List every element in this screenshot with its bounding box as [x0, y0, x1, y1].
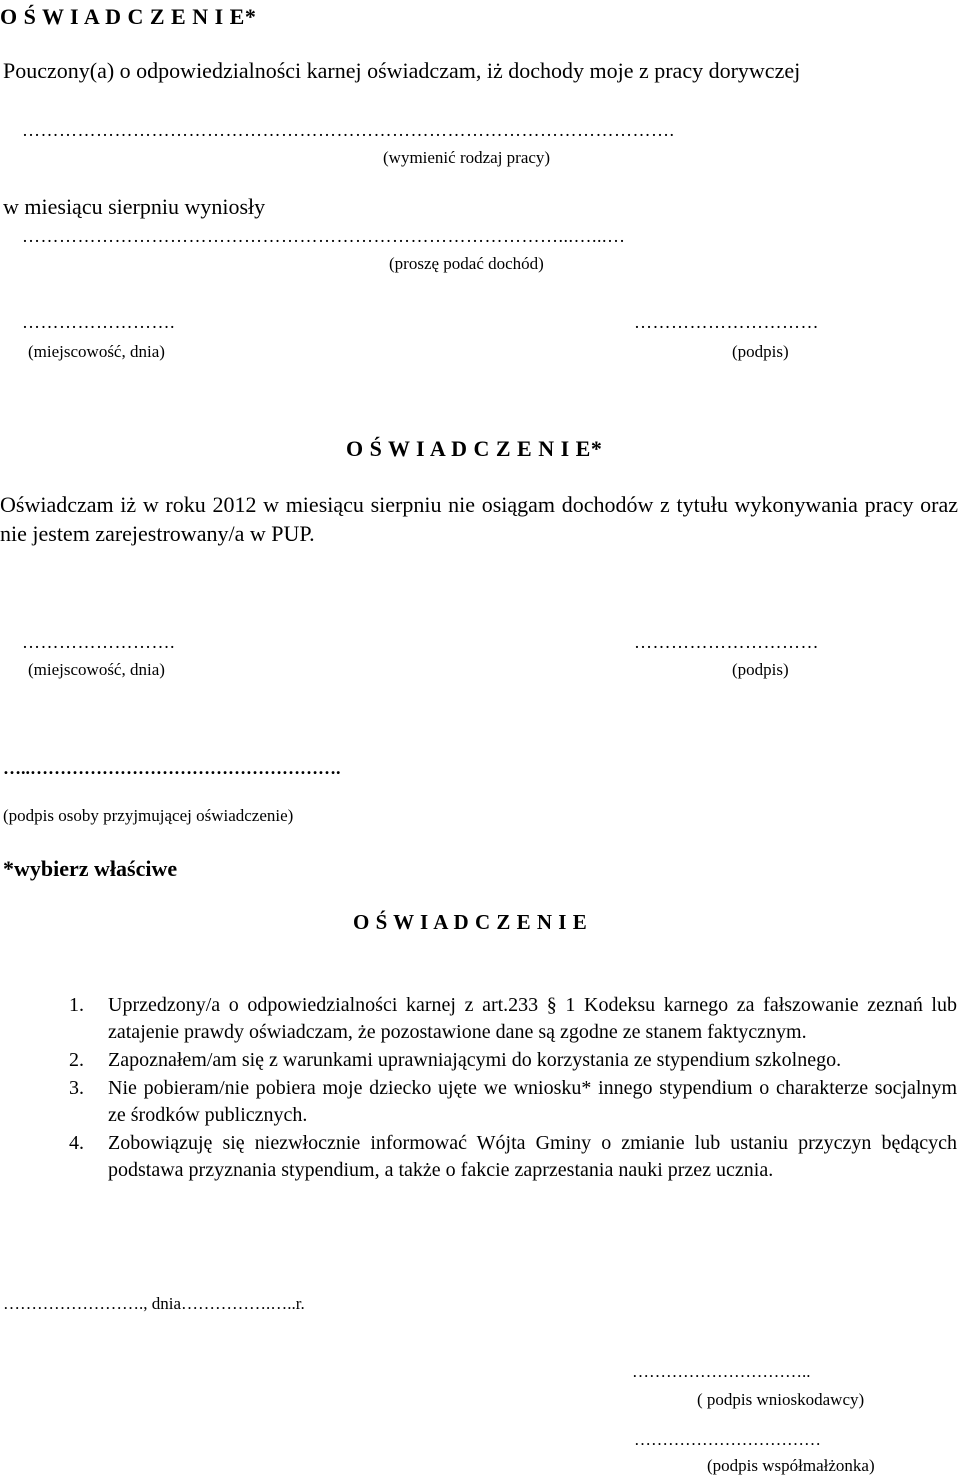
section1-place-caption: (miejscowość, dnia) [28, 342, 165, 361]
list-item-text: Zobowiązuję się niezwłocznie informować Wójta Gminy o zmianie lub ustaniu przyczyn będących podstawa przyznania stypendium, a także o fakcie zaprzestania nauki przez ucznia. [108, 1132, 957, 1181]
spouse-signature-dots: …………………………… [634, 1430, 821, 1449]
applicant-signature-caption: ( podpis wnioskodawcy) [697, 1390, 865, 1409]
section2-signature-caption: (podpis) [732, 660, 789, 679]
list-item [69, 992, 957, 1046]
date-line: ……………………., dnia…………….…..r. [3, 1294, 305, 1313]
applicant-signature-dots: ………………………….. [632, 1362, 811, 1381]
receiver-signature-caption: (podpis osoby przyjmującej oświadczenie) [3, 806, 294, 825]
income-caption: (proszę podać dochód) [389, 254, 544, 273]
section2-place-dots: ……………………. [22, 632, 175, 652]
list-item-number: 3. [69, 1077, 84, 1099]
list-item [69, 1130, 957, 1184]
section1-signature-dots: ………………………… [634, 312, 819, 332]
list-item-text: Zapoznałem/am się z warunkami uprawniającymi do korzystania ze stypendium szkolnego. [108, 1049, 842, 1071]
section1-place-dots: ……………………. [22, 312, 175, 332]
section2-signature-dots: ………………………… [634, 632, 819, 652]
section1-intro: Pouczony(a) o odpowiedzialności karnej oświadczam, iż dochody moje z pracy dorywczej [3, 58, 801, 83]
work-type-dots: ……………………………………………………………………………………………. [22, 120, 675, 140]
section1-signature-caption: (podpis) [732, 342, 789, 361]
list-item-text: Nie pobieram/nie pobiera moje dziecko ujęte we wniosku* innego stypendium o charakterze socjalnym ze środków publicznych. [108, 1077, 957, 1126]
list-item-number: 1. [69, 994, 84, 1016]
section2-title: O Ś W I A D C Z E N I E* [346, 436, 603, 461]
section2-place-caption: (miejscowość, dnia) [28, 660, 165, 679]
choose-note: *wybierz właściwe [3, 856, 178, 881]
list-item-number: 2. [69, 1049, 84, 1071]
list-item-text: Uprzedzony/a o odpowiedzialności karnej z art.233 § 1 Kodeksu karnego za fałszowanie zeznań lub zatajenie prawdy oświadczam, że pozostawione dane są zgodne ze stanem faktycznym. [108, 994, 957, 1043]
spouse-signature-caption: (podpis współmałżonka) [707, 1456, 875, 1475]
work-type-caption: (wymienić rodzaj pracy) [383, 148, 551, 167]
income-dots: ……………………………………………………………………………...…...… [22, 226, 626, 246]
receiver-signature-dots: …..……………………………………………. [3, 758, 341, 778]
section1-month-text: w miesiącu sierpniu wyniosły [3, 194, 266, 219]
section2-text: Oświadczam iż w roku 2012 w miesiącu sierpniu nie osiągam dochodów z tytułu wykonywania pracy oraz nie jestem zarejestrowany/a w PUP. [0, 492, 958, 546]
declaration-list [69, 992, 957, 1185]
section3-title: O Ś W I A D C Z E N I E [353, 910, 588, 934]
list-item [69, 1047, 957, 1074]
list-item-number: 4. [69, 1132, 84, 1154]
section1-title: O Ś W I A D C Z E N I E* [0, 4, 257, 29]
list-item [69, 1075, 957, 1129]
